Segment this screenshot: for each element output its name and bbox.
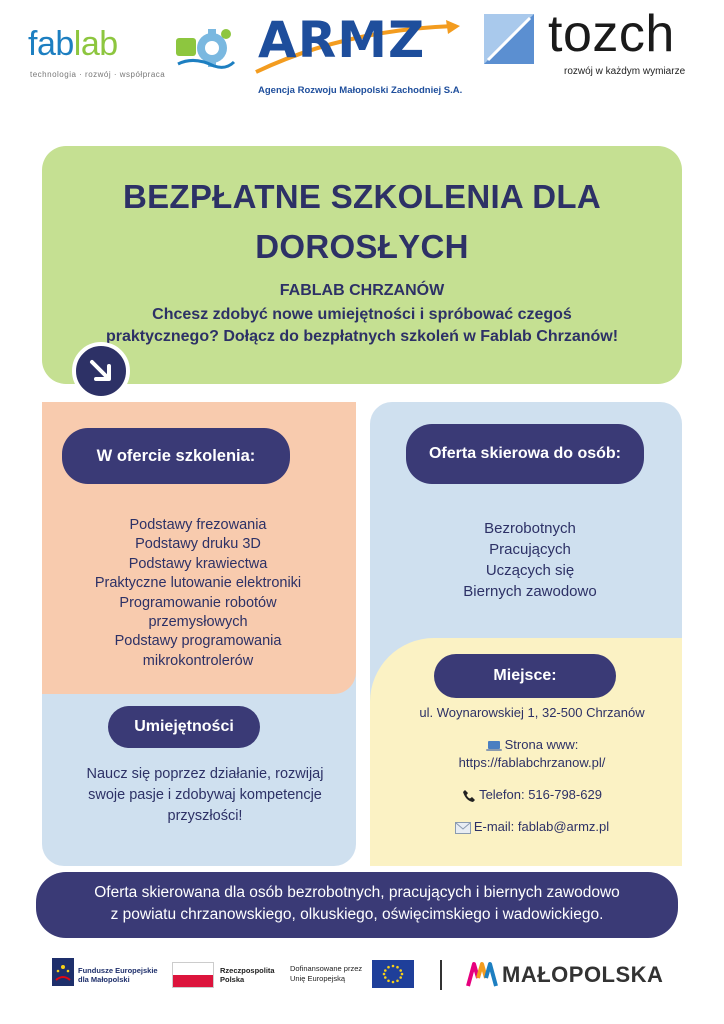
envelope-icon bbox=[455, 822, 471, 834]
banner-subtitle: FABLAB CHRZANÓW bbox=[279, 282, 445, 299]
eu-flag bbox=[372, 960, 414, 988]
tozch-tagline: rozwój w każdym wymiarze bbox=[564, 66, 686, 77]
eligibility-banner: Oferta skierowana dla osób bezrobotnych, pracujących i biernych zawodowo z powiatu chrzanowskiego, olkuskiego, oświęcimskiego i wadowickiego. bbox=[36, 872, 678, 938]
tozch-mark-icon bbox=[484, 14, 534, 64]
fablab-logo bbox=[28, 22, 248, 86]
eu-cofinancing-label: Dofinansowane przez Unię Europejską bbox=[290, 964, 363, 983]
armz-logo bbox=[254, 10, 464, 100]
list-item: Pracujących bbox=[489, 541, 571, 558]
list-item: Biernych zawodowo bbox=[463, 583, 597, 600]
fablab-wordmark: fablab bbox=[28, 25, 118, 63]
place-heading: Miejsce: bbox=[434, 654, 616, 698]
poland-label: Rzeczpospolita Polska bbox=[220, 966, 275, 984]
list-item: przemysłowych bbox=[148, 614, 248, 631]
laptop-icon bbox=[486, 740, 502, 752]
list-item: mikrokontrolerów bbox=[142, 652, 254, 669]
eu-funds-icon bbox=[52, 958, 74, 986]
list-item: Programowanie robotów bbox=[119, 594, 277, 611]
target-heading: Oferta skierowa do osób: bbox=[406, 424, 644, 484]
offer-heading: W ofercie szkolenia: bbox=[62, 428, 290, 484]
malopolska-mark-icon bbox=[466, 960, 498, 988]
phone-icon bbox=[462, 789, 476, 803]
malopolska-wordmark: MAŁOPOLSKA bbox=[502, 962, 664, 987]
arrow-badge bbox=[72, 342, 130, 400]
arrow-down-right-icon bbox=[88, 358, 114, 384]
website-label-row: Strona www: bbox=[392, 736, 672, 754]
list-item: Podstawy druku 3D bbox=[135, 536, 261, 553]
skills-description: Naucz się poprzez działanie, rozwijaj swoje pasje i zdobywaj kompetencje przyszłości! bbox=[86, 766, 324, 824]
skills-heading: Umiejętności bbox=[108, 706, 260, 748]
list-item: Praktyczne lutowanie elektroniki bbox=[94, 575, 302, 592]
offer-list bbox=[56, 516, 340, 671]
eu-funds-label: Fundusze Europejskie dla Małopolski bbox=[78, 966, 158, 984]
funding-logos bbox=[0, 952, 724, 1012]
armz-subtitle: Agencja Rozwoju Małopolski Zachodniej S.A. bbox=[258, 85, 463, 96]
tozch-wordmark: tozch bbox=[548, 5, 675, 63]
page-title: BEZPŁATNE SZKOLENIA DLA DOROSŁYCH bbox=[122, 178, 602, 265]
divider bbox=[440, 960, 442, 990]
target-list bbox=[430, 518, 630, 602]
tozch-logo bbox=[484, 5, 714, 82]
website-link[interactable]: https://fablabchrzanow.pl/ bbox=[458, 755, 606, 770]
address: ul. Woynarowskiej 1, 32-500 Chrzanów bbox=[419, 705, 645, 720]
headline-banner bbox=[42, 146, 682, 384]
poland-flag bbox=[172, 962, 214, 988]
list-item: Podstawy programowania bbox=[114, 633, 282, 650]
phone-row: Telefon: 516-798-629 bbox=[392, 786, 672, 804]
place-info bbox=[392, 704, 672, 836]
banner-description: Chcesz zdobyć nowe umiejętności i spróbować czegoś praktycznego? Dołącz do bezpłatnych szkoleń w Fablab Chrzanów! bbox=[105, 306, 619, 345]
fablab-gear-icon bbox=[174, 26, 236, 72]
fablab-tagline: technologia · rozwój · współpraca bbox=[30, 70, 166, 79]
email-row: E-mail: fablab@armz.pl bbox=[392, 818, 672, 836]
list-item: Uczących się bbox=[485, 562, 575, 579]
list-item: Podstawy krawiectwa bbox=[128, 555, 268, 572]
list-item: Bezrobotnych bbox=[484, 520, 576, 537]
list-item: Podstawy frezowania bbox=[129, 517, 267, 533]
armz-wordmark: ARMZ bbox=[258, 11, 426, 69]
